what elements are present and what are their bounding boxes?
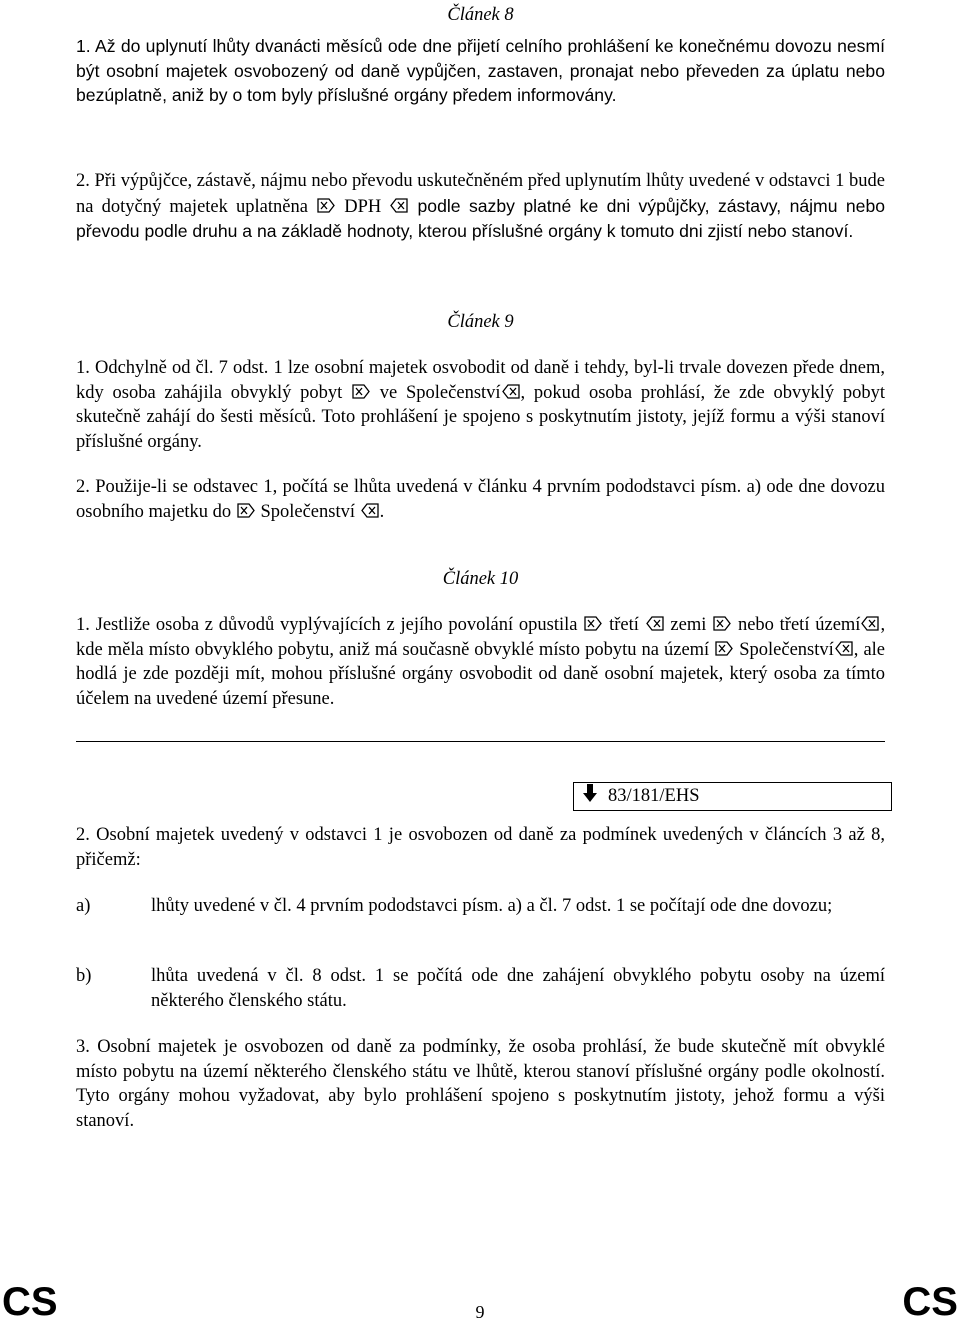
list-item-label: b) [76,966,92,986]
insert-end-marker-icon [502,384,520,399]
text-run: třetí [609,615,639,635]
insert-start-marker-icon [715,641,733,656]
paragraph-2-intro: 2. Osobní majetek uvedený v odstavci 1 je osvobozen od daně za podmínek uvedených v článcích 3 až 8, přičemž: [76,825,885,870]
text-run: . [379,501,385,522]
insert-end-marker-icon [835,641,853,656]
text-run: DPH [344,196,382,217]
insert-end-marker-icon [390,198,408,213]
source-reference-box [573,782,892,811]
text-run: Společenství [260,501,355,522]
article-8-heading: Článek 8 [447,5,514,25]
article-9-paragraph-2 [76,475,885,524]
text-run: nebo třetí území [737,615,861,635]
insert-start-marker-icon [584,616,602,631]
insert-start-marker-icon [237,503,255,518]
text-run: Společenství [739,639,834,660]
insert-end-marker-icon [361,503,379,518]
text-run: , kde měla místo obvyklého pobytu, aniž má současně obvyklé místo pobytu na území [76,615,886,660]
list-item-text: lhůta uvedená v čl. 8 odst. 1 se počítá ode dne zahájení obvyklého pobytu osoby na území některého členského státu. [151,966,885,1011]
section-divider [76,741,885,742]
article-8-paragraph-1: 1. Až do uplynutí lhůty dvanácti měsíců ode dne přijetí celního prohlášení ke konečnému dovozu nesmí být osobní majetek osvobozený od daně vypůjčen, zastaven, pronajat nebo převeden za úplatu nebo bezúplatně, aniž by o tom byly příslušné orgány předem informovány. [76,36,885,105]
text-run: podle sazby platné ke dni výpůjčky, zástavy, nájmu nebo převodu podle druhu a na základě hodnoty, kterou příslušné orgány k tomuto dni zjistí nebo stanoví. [76,195,886,241]
paragraph-3: 3. Osobní majetek je osvobozen od daně za podmínky, že osoba prohlásí, že bude skutečně mít obvyklé místo pobytu na území některého členského státu ve lhůtě, kterou stanoví příslušné orgány podle okolností. Tyto orgány mohou vyžadovat, aby bylo prohlášení spojeno s poskytnutím jistoty, jehož formu a výši stanoví. [76,1037,885,1131]
list-item [76,964,885,1013]
list-item [76,894,885,919]
insert-start-marker-icon [352,384,370,399]
footer-language-code-left: CS [2,1280,58,1324]
insert-start-marker-icon [317,198,335,213]
text-run: zemi [670,615,707,635]
list-item-label: a) [76,896,91,916]
insert-end-marker-icon [646,616,664,631]
article-9-heading: Článek 9 [447,312,514,332]
text-run: 1. Odchylně od čl. 7 odst. 1 lze osobní majetek osvobodit od daně i tehdy, byl-li trvale dovezen přede dnem, kdy osoba zahájila obvyklý pobyt [76,358,885,403]
list-item-text: lhůty uvedené v čl. 4 prvním pododstavci písm. a) a čl. 7 odst. 1 se počítají ode dne dovozu; [151,896,833,916]
text-run: 1. Jestliže osoba z důvodů vyplývajících z jejího povolání opustila [76,615,578,635]
text-run: 2. Při výpůjčce, zástavě, nájmu nebo převodu uskutečněném před uplynutím lhůty uvedené v odstavci 1 bude na dotyčný majetek uplatněna [76,171,885,217]
article-8-paragraph-2 [76,169,885,245]
page-number: 9 [475,1302,485,1322]
text-run: 2. Použije-li se odstavec 1, počítá se lhůta uvedená v článku 4 prvním pododstavci písm. a) ode dne dovozu osobního majetku do [76,477,885,522]
text-run: , ale hodlá je zde později mít, mohou příslušné orgány osvobodit od daně osobní majetek, který osoba za tímto účelem na uvedené území přesune. [76,639,886,709]
source-reference-label: 83/181/EHS [608,786,700,807]
arrow-down-icon [582,783,598,811]
article-10-paragraph-1 [76,613,885,711]
insert-end-marker-icon [861,616,879,631]
footer-language-code-right: CS [902,1280,958,1324]
text-run: ve Společenství [379,382,501,403]
article-10-heading: Článek 10 [442,569,519,589]
text-run: , pokud osoba prohlásí, že zde obvyklý pobyt skutečně zahájí do šesti měsíců. Toto prohlášení je spojeno s poskytnutím jistoty, jejíž formu a výši stanoví příslušné orgány. [76,382,885,452]
article-9-paragraph-1 [76,356,885,454]
insert-start-marker-icon [713,616,731,631]
